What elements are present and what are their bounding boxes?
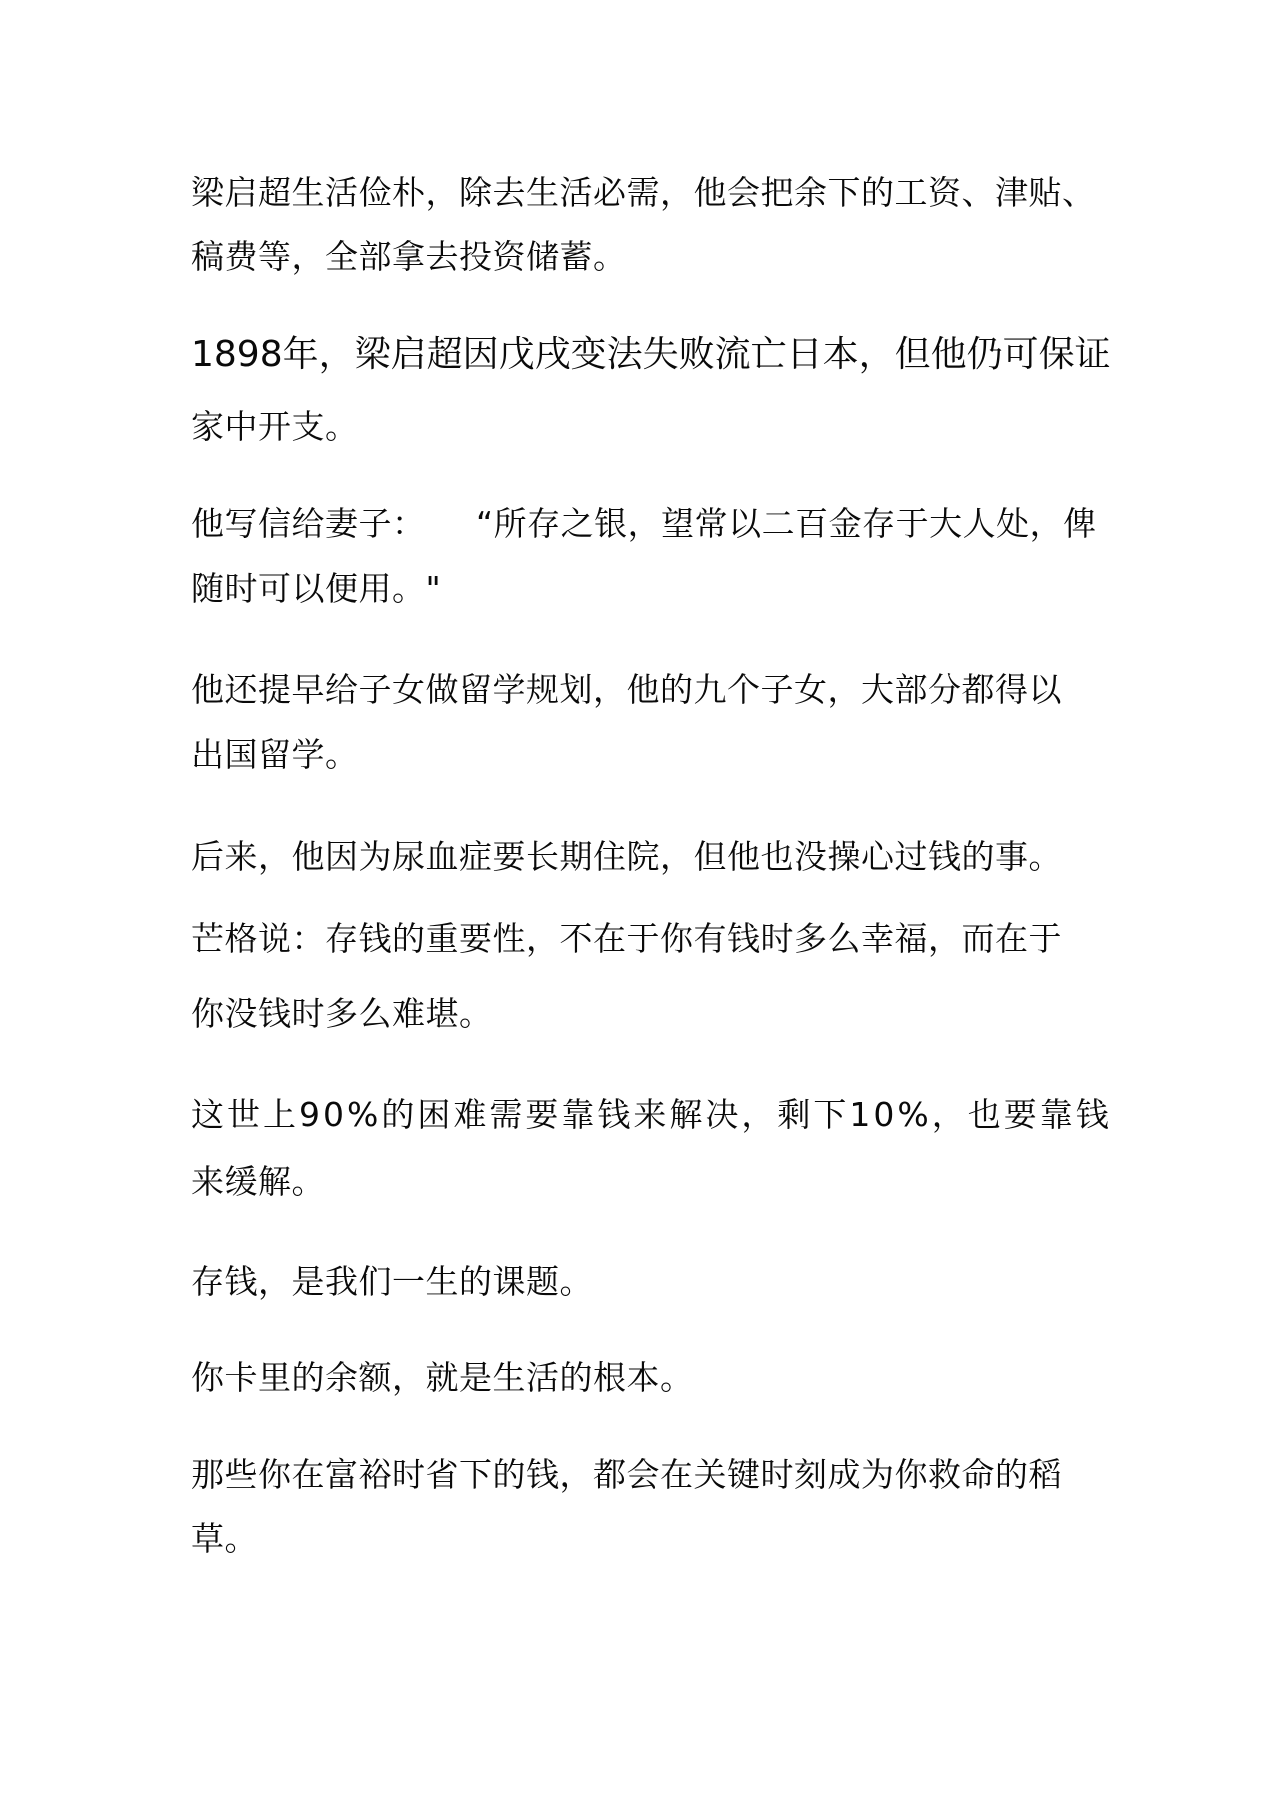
text-line: 那些你在富裕时省下的钱，都会在关键时刻成为你救命的稻 <box>191 1455 1062 1494</box>
text-line: 出国留学。 <box>191 735 359 774</box>
text-line: 来缓解。 <box>191 1162 325 1201</box>
text-line: 1898年，梁启超因戊戌变法失败流亡日本，但他仍可保证 <box>191 334 1111 375</box>
text-line: 这世上90%的困难需要靠钱来解决，剩下10%，也要靠钱 <box>191 1095 1112 1134</box>
text-line: 后来，他因为尿血症要长期住院，但他也没操心过钱的事。 <box>191 837 1062 876</box>
text-line: 家中开支。 <box>191 407 359 446</box>
text-line: 你没钱时多么难堪。 <box>191 994 493 1033</box>
text-line: 存钱，是我们一生的课题。 <box>191 1262 593 1301</box>
text-line: 随时可以便用。" <box>191 569 442 608</box>
text-line: 稿费等，全部拿去投资储蓄。 <box>191 237 627 276</box>
text-line: 梁启超生活俭朴，除去生活必需，他会把余下的工资、津贴、 <box>191 173 1096 212</box>
text-line: 他写信给妻子： “所存之银，望常以二百金存于大人处，俾 <box>191 504 1097 543</box>
text-line: 他还提早给子女做留学规划，他的九个子女，大部分都得以 <box>191 670 1062 709</box>
text-line: 你卡里的余额，就是生活的根本。 <box>191 1358 694 1397</box>
text-line: 芒格说：存钱的重要性，不在于你有钱时多么幸福，而在于 <box>191 919 1062 958</box>
text-line: 草。 <box>191 1519 258 1558</box>
